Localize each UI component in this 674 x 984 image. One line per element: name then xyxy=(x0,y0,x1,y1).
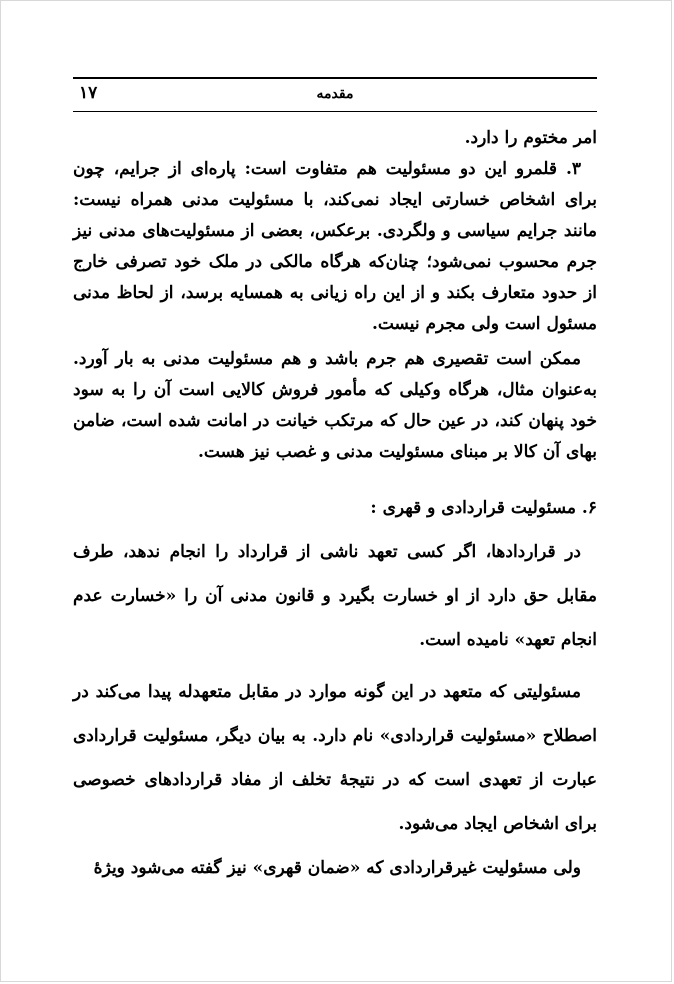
paragraph-1: امر مختوم را دارد. xyxy=(464,128,597,148)
paragraph-2: ۳. قلمرو این دو مسئولیت هم متفاوت است: پاره‌ای از جرایم، چون برای اشخاص خسارتی ایجاد نمی‌کند، با مسئولیت مدنی همراه نیست: مانند جرایم سیاسی و ولگردی. برعکس، بعضی از مسئولیت‌های مدنی نیز جرم محسوب نمی‌شود؛ چنان‌که هرگاه مالکی در ملک خود تصرفی خارج از حدود متعارف بکند و از این راه زیانی به همسایه برسد، از لحاظ مدنی مسئول است ولی مجرم نیست. xyxy=(73,159,597,334)
paragraph-6: ولی مسئولیت غیرقراردادی که «ضمان قهری» نیز گفته می‌شود ویژهٔ xyxy=(93,858,581,878)
running-header xyxy=(73,77,597,109)
page-body xyxy=(73,123,597,890)
paragraph-4: در قراردادها، اگر کسی تعهد ناشی از قرارداد را انجام ندهد، طرف مقابل حق دارد از او خسارت بگیرد و قانون مدنی آن را «خسارت عدم انجام تعهد» نامیده است. xyxy=(73,542,597,650)
paragraph-5: مسئولیتی که متعهد در این گونه موارد در مقابل متعهدله پیدا می‌کند در اصطلاح «مسئولیت قراردادی» نام دارد. به بیان دیگر، مسئولیت قراردادی عبارت از تعهدی است که در نتیجهٔ تخلف از مفاد قراردادهای خصوصی برای اشخاص ایجاد می‌شود. xyxy=(73,682,597,834)
section-heading: ۶. مسئولیت قراردادی و قهری : xyxy=(370,498,597,518)
header-divider xyxy=(73,111,597,112)
chapter-title: مقدمه xyxy=(316,86,354,102)
paragraph-3: ممکن است تقصیری هم جرم باشد و هم مسئولیت مدنی به بار آورد. به‌عنوان مثال، هرگاه وکیلی که مأمور فروش کالایی است آن را به سود خود پنهان کند، در عین حال که مرتکب خیانت در امانت شده است، ضامن بهای آن کالا بر مبنای مسئولیت مدنی و غصب نیز هست. xyxy=(73,349,597,462)
page-number: ۱۷ xyxy=(79,83,98,103)
